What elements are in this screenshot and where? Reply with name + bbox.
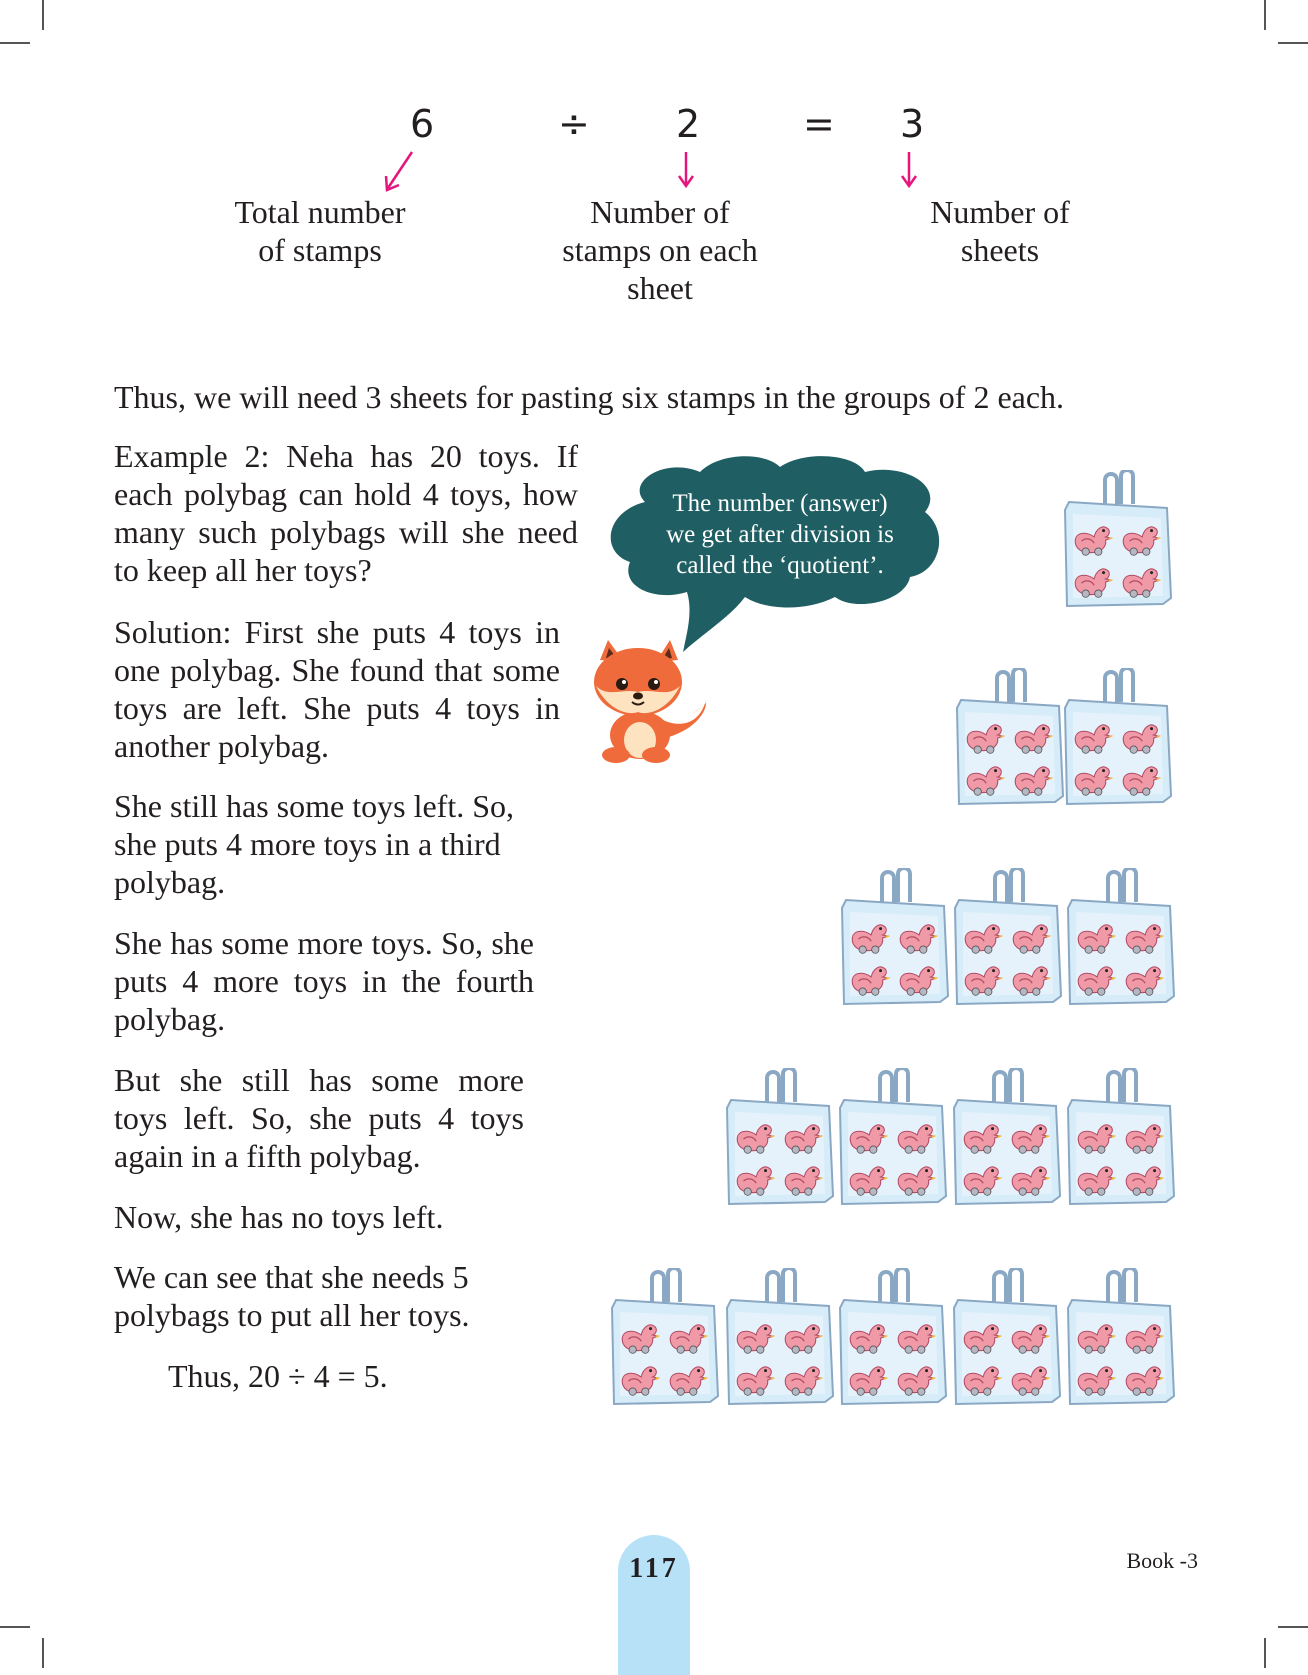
crop-mark — [0, 42, 30, 44]
polybag — [952, 1068, 1062, 1208]
example-text: Example 2: Neha has 20 toys. If each polybag can hold 4 toys, how many such polybags will she need to keep all her toys? — [114, 438, 578, 588]
fox-illustration — [578, 640, 713, 765]
polybag — [840, 868, 950, 1008]
divisor: 2 — [676, 102, 701, 146]
paragraph-fifth: But she still has some more toys left. So, she puts 4 toys again in a fifth polybag. — [114, 1062, 524, 1174]
crop-mark — [0, 1626, 30, 1628]
polybag — [610, 1268, 720, 1408]
polybag — [955, 668, 1065, 808]
polybag — [838, 1268, 948, 1408]
result-text: Thus, 20 ÷ 4 = 5. — [168, 1358, 388, 1394]
polybag — [725, 1068, 835, 1208]
dividend-label: Total number of stamps — [234, 194, 406, 268]
paragraph-no-toys: Now, she has no toys left. — [114, 1199, 444, 1235]
page-number: 117 — [629, 1553, 679, 1584]
paragraph-needs: We can see that she needs 5 polybags to put all her toys. — [114, 1259, 470, 1333]
solution-text: Solution: First she puts 4 toys in one polybag. She found that some toys are left. She puts 4 toys in another polybag. — [114, 614, 560, 764]
polybag — [1066, 1268, 1176, 1408]
polybag — [1063, 470, 1173, 610]
division-equation — [0, 100, 1308, 160]
crop-mark — [42, 0, 44, 30]
crop-mark — [1264, 1638, 1266, 1668]
polybag — [838, 1068, 948, 1208]
polybag — [1063, 668, 1173, 808]
paragraph-third: She still has some toys left. So, she puts 4 more toys in a third polybag. — [114, 788, 514, 900]
polybag — [953, 868, 1063, 1008]
paragraph-fourth: She has some more toys. So, she puts 4 more toys in the fourth polybag. — [114, 925, 534, 1037]
dividend: 6 — [410, 102, 435, 146]
arrow-icon — [674, 150, 698, 190]
quotient-label: Number of sheets — [930, 194, 1070, 268]
crop-mark — [1264, 0, 1266, 30]
divide-sign: ÷ — [558, 102, 590, 146]
arrow-icon — [380, 148, 420, 196]
polybag — [1066, 1068, 1176, 1208]
equals-sign: = — [803, 102, 835, 146]
crop-mark — [1278, 1626, 1308, 1628]
crop-mark — [1278, 42, 1308, 44]
polybag — [1066, 868, 1176, 1008]
quotient: 3 — [900, 102, 925, 146]
crop-mark — [42, 1638, 44, 1668]
arrow-icon — [897, 150, 921, 190]
thus-stamps-text: Thus, we will need 3 sheets for pasting six stamps in the groups of 2 each. — [114, 379, 1065, 415]
bubble-text: The number (answer) we get after division is called the ‘quotient’. — [666, 490, 894, 579]
polybag — [952, 1268, 1062, 1408]
divisor-label: Number of stamps on each sheet — [562, 194, 758, 306]
polybag — [725, 1268, 835, 1408]
book-label: Book -3 — [1126, 1548, 1198, 1573]
